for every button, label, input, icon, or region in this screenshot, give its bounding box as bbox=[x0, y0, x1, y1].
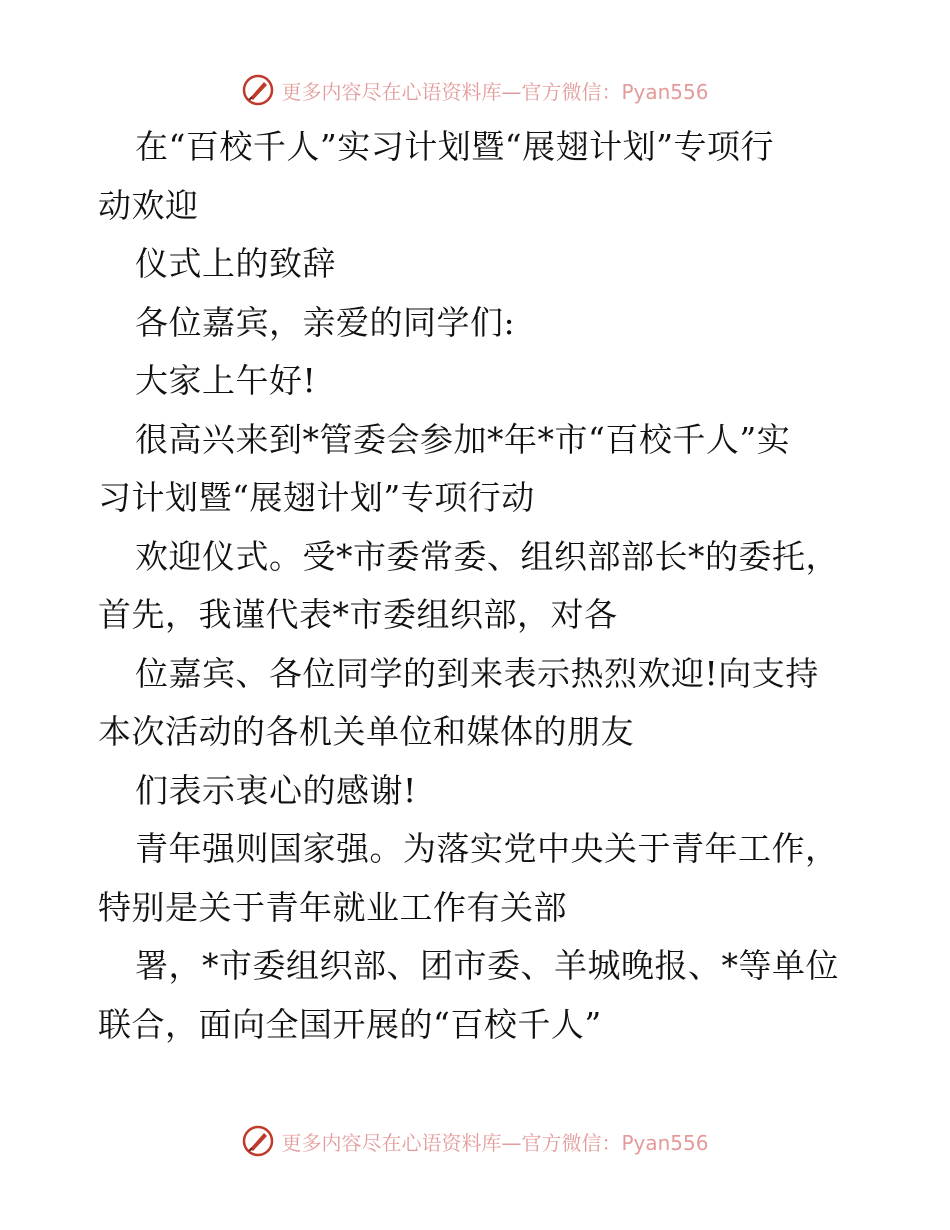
text-line: 大家上午好! bbox=[135, 361, 317, 400]
text-line: 动欢迎 bbox=[98, 185, 199, 225]
text-line: 青年强则国家强。为落实党中央关于青年工作， bbox=[135, 829, 839, 868]
text-line: 各位嘉宾，亲爱的同学们: bbox=[135, 302, 516, 342]
watermark-text: 更多内容尽在心语资料库—官方微信：Pyan556 bbox=[281, 79, 709, 104]
text-line: 欢迎仪式。受*市委常委、组织部部长*的委托， bbox=[135, 536, 839, 576]
quill-pen-logo-icon bbox=[241, 1124, 275, 1158]
text-line: 位嘉宾、各位同学的到来表示热烈欢迎!向支持 bbox=[135, 653, 819, 693]
text-line: 们表示衷心的感谢! bbox=[135, 770, 417, 810]
text-line: 特别是关于青年就业工作有关部 bbox=[98, 887, 567, 927]
document-body bbox=[98, 118, 858, 1054]
watermark-text: 更多内容尽在心语资料库—官方微信：Pyan556 bbox=[281, 1130, 709, 1155]
text-line: 习计划暨“展翅计划”专项行动 bbox=[98, 478, 535, 517]
text-line: 首先，我谨代表*市委组织部，对各 bbox=[98, 595, 618, 634]
text-line: 联合，面向全国开展的“百校千人” bbox=[98, 1004, 602, 1044]
text-line: 本次活动的各机关单位和媒体的朋友 bbox=[98, 712, 634, 751]
text-line: 在“百校千人”实习计划暨“展翅计划”专项行 bbox=[135, 127, 774, 166]
quill-pen-logo-icon bbox=[241, 73, 275, 107]
header-watermark bbox=[0, 70, 950, 110]
text-line: 署，*市委组织部、团市委、羊城晚报、*等单位 bbox=[135, 946, 839, 985]
text-line: 很高兴来到*管委会参加*年*市“百校千人”实 bbox=[135, 419, 791, 459]
text-line: 仪式上的致辞 bbox=[135, 244, 336, 283]
footer-watermark bbox=[0, 1121, 950, 1161]
